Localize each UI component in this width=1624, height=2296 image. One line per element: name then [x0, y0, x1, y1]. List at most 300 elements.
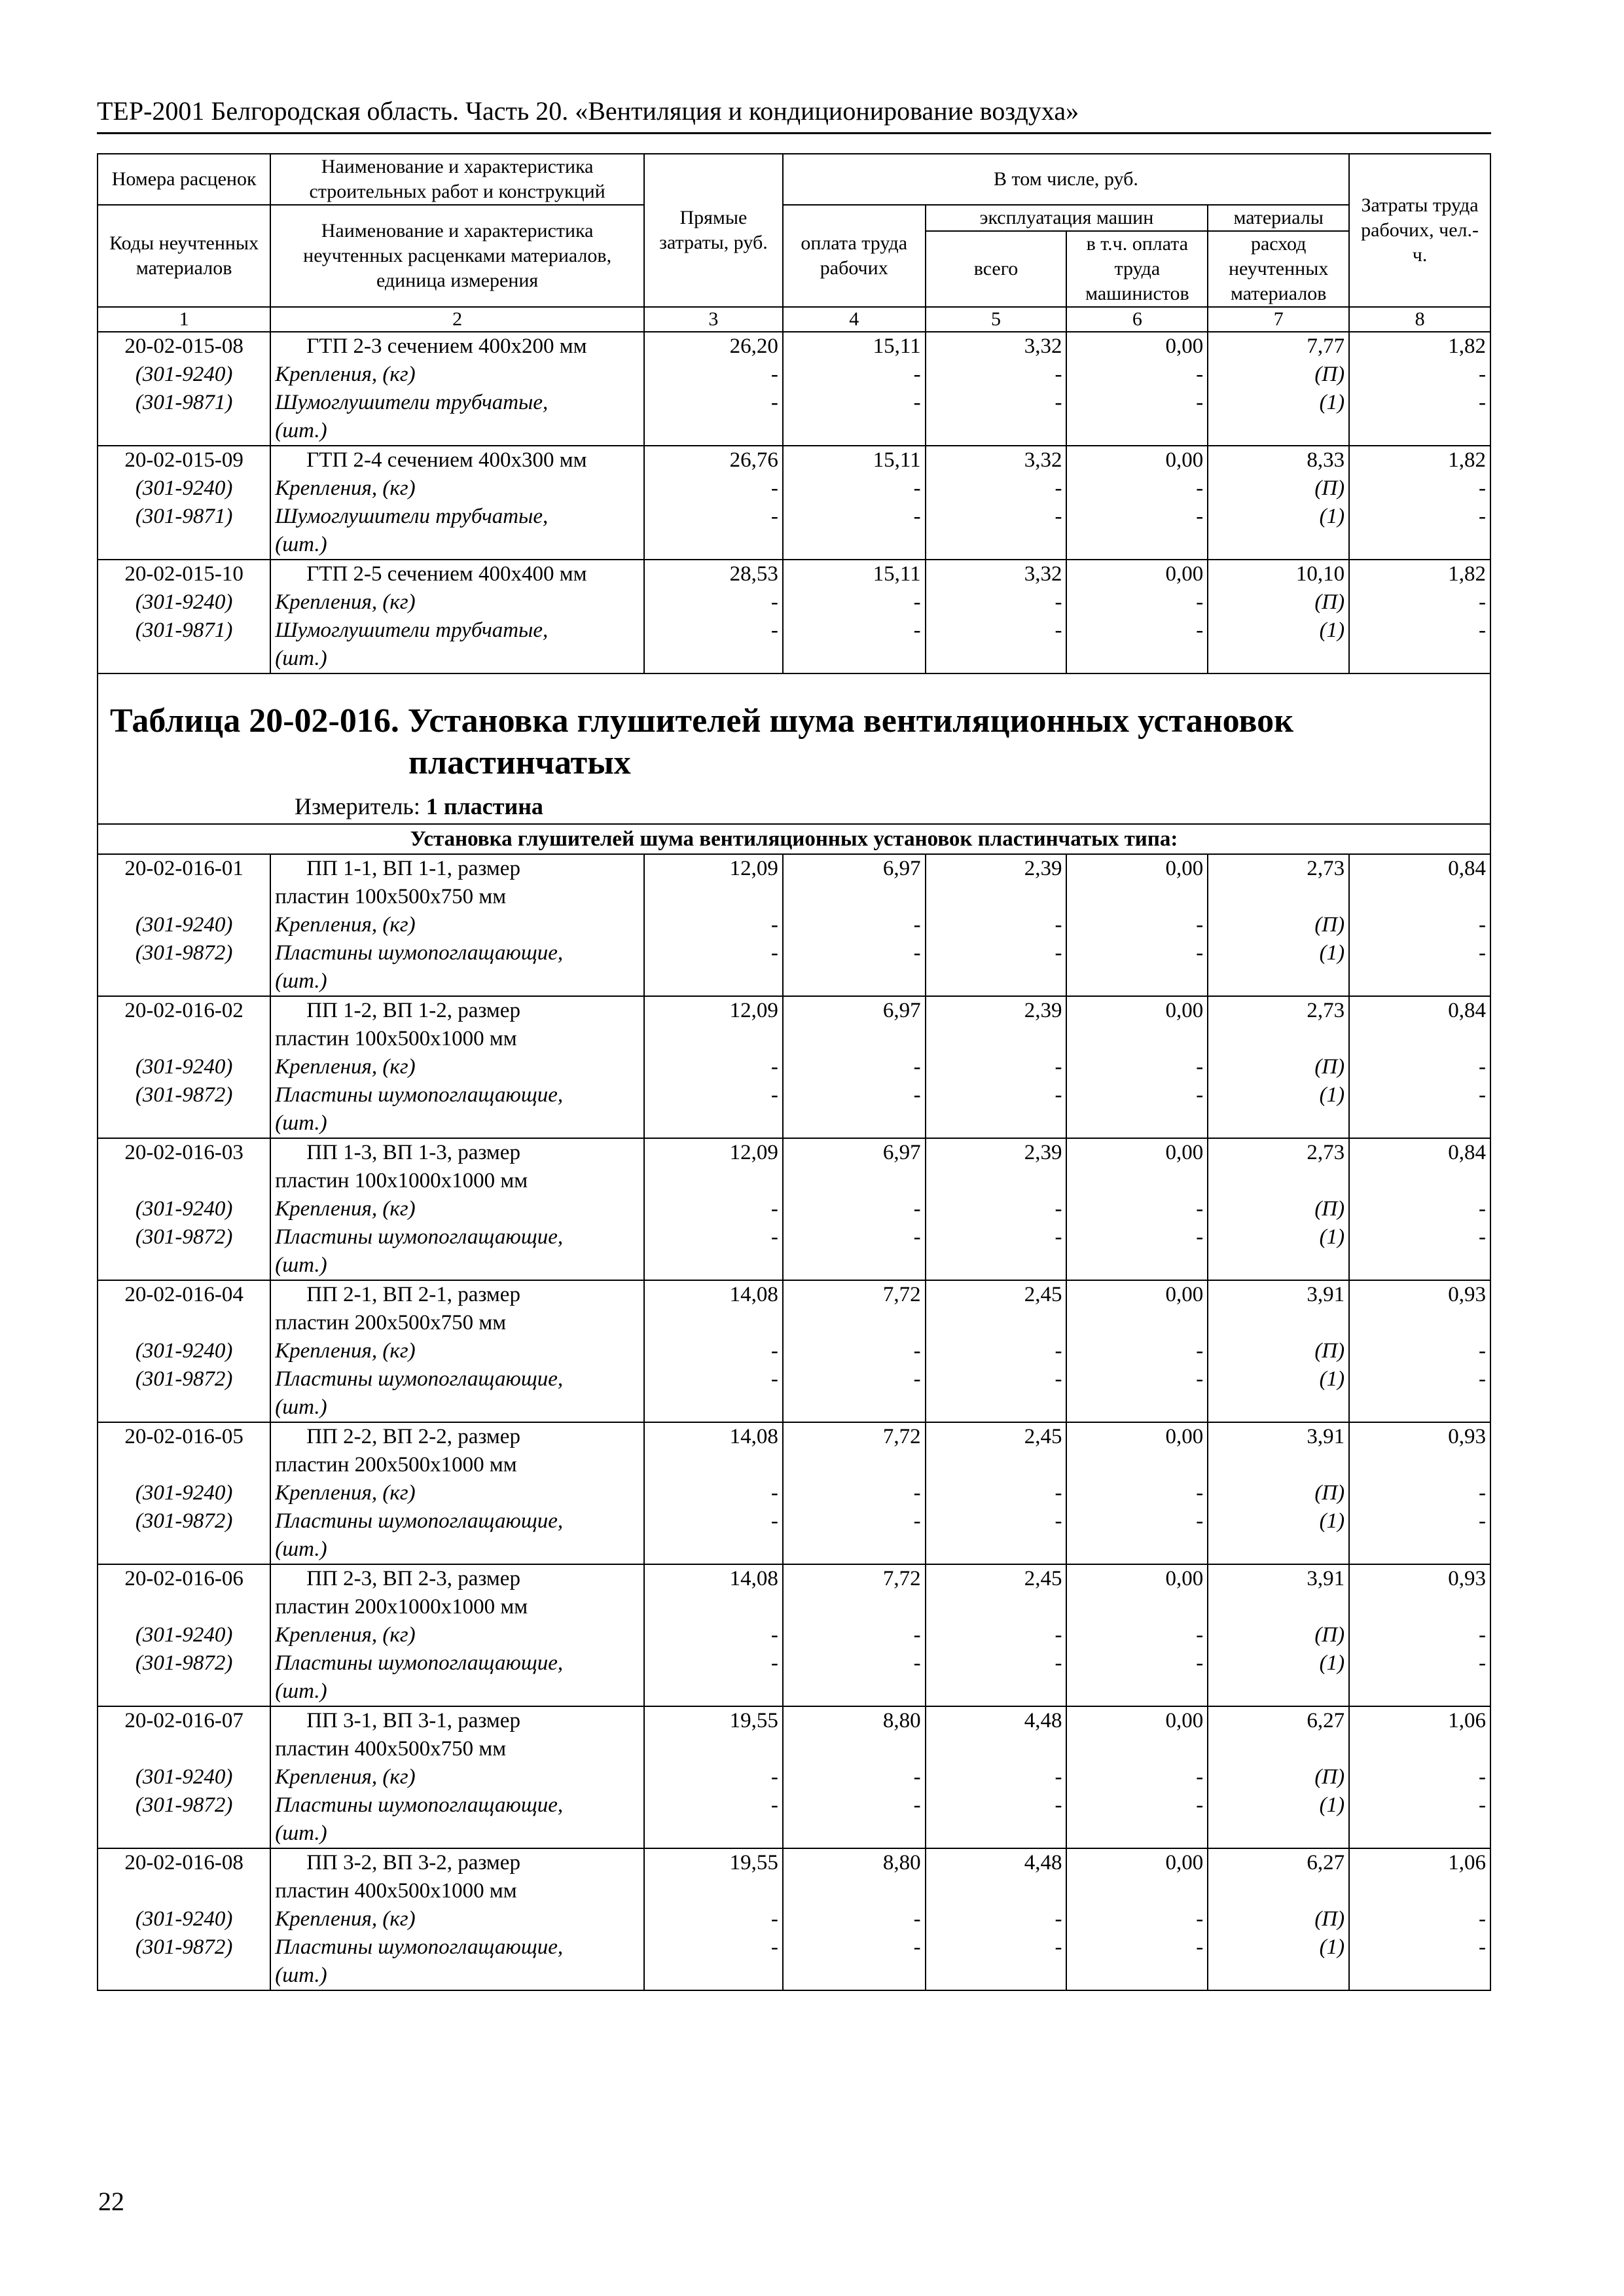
work-name: ПП 1-2, ВП 1-2, размер [306, 999, 520, 1022]
machinist-pay: 0,00 [1165, 1425, 1204, 1448]
machines-total: 3,32 [1024, 448, 1062, 472]
header-rate-numbers: Номера расценок [98, 154, 270, 205]
dash: - [1479, 1509, 1486, 1533]
dash: - [1055, 1907, 1062, 1931]
empty-line [787, 1877, 921, 1905]
materials-cell [1208, 446, 1349, 560]
rate-code: 20-02-016-02 [124, 999, 244, 1022]
machines-total-cell [926, 1138, 1067, 1280]
machinist-pay-cell [1066, 1706, 1208, 1848]
work-name: ПП 3-2, ВП 3-2, размер [306, 1851, 520, 1874]
dash: - [1055, 1623, 1062, 1647]
machinist-pay: 0,00 [1165, 1567, 1204, 1590]
labor-hours-cell [1349, 1138, 1490, 1280]
material-name: Крепления, (кг) [275, 1765, 416, 1789]
rate-code-cell [98, 1848, 270, 1990]
labor-hours: 0,93 [1448, 1425, 1486, 1448]
dash: - [770, 1765, 778, 1789]
material-usage: (П) [1314, 1055, 1345, 1079]
machines-total-cell [926, 1280, 1067, 1422]
rate-code: 20-02-016-03 [124, 1141, 244, 1164]
machinist-pay: 0,00 [1165, 334, 1204, 358]
rate-code-cell [98, 996, 270, 1138]
empty-line [102, 1593, 266, 1621]
materials-cost: 10,10 [1295, 562, 1345, 586]
direct-cost: 14,08 [729, 1567, 778, 1590]
labor-pay: 8,80 [882, 1851, 921, 1874]
material-name: Пластины шумопоглащающие, [275, 1083, 564, 1107]
direct-cost: 26,76 [729, 448, 778, 472]
empty-line [787, 883, 921, 911]
section-title-continued: пластинчатых [408, 744, 631, 781]
dash: - [1479, 1197, 1486, 1221]
labor-hours: 0,93 [1448, 1283, 1486, 1306]
empty-line [1212, 1025, 1344, 1053]
empty-line [649, 1735, 778, 1763]
empty-line [102, 1309, 266, 1337]
dash: - [1055, 1367, 1062, 1391]
work-name: пластин 100х500х1000 мм [275, 1027, 517, 1050]
rate-row [98, 1564, 1490, 1706]
machines-total-cell [926, 854, 1067, 996]
material-unit: (шт.) [275, 969, 327, 993]
empty-line [1354, 883, 1486, 911]
dash: - [1196, 590, 1204, 614]
column-number: 5 [926, 307, 1067, 332]
empty-line [1354, 1309, 1486, 1337]
machines-total: 2,39 [1024, 999, 1062, 1022]
material-usage: (П) [1314, 1339, 1345, 1363]
material-usage: (П) [1314, 913, 1345, 937]
dash: - [1055, 1935, 1062, 1959]
direct-cost: 14,08 [729, 1425, 778, 1448]
dash: - [1055, 941, 1062, 965]
dash: - [1479, 1935, 1486, 1959]
direct-cost-cell [644, 1848, 783, 1990]
machines-total-cell [926, 1706, 1067, 1848]
machines-total: 2,39 [1024, 1141, 1062, 1164]
dash: - [913, 476, 921, 500]
dash: - [913, 1367, 921, 1391]
direct-cost-cell [644, 1280, 783, 1422]
table-header-row [98, 205, 1490, 231]
material-name: Пластины шумопоглащающие, [275, 1935, 564, 1959]
material-unit: (шт.) [275, 1111, 327, 1135]
empty-line [1071, 883, 1203, 911]
dash: - [1055, 1651, 1062, 1675]
dash: - [770, 476, 778, 500]
rate-name-cell [270, 332, 644, 446]
material-unit: (шт.) [275, 1537, 327, 1561]
dash: - [1196, 1623, 1204, 1647]
dash: - [913, 619, 921, 642]
labor-hours: 0,84 [1448, 999, 1486, 1022]
dash: - [1196, 476, 1204, 500]
rate-code-cell [98, 854, 270, 996]
machines-total: 4,48 [1024, 1851, 1062, 1874]
labor-pay: 15,11 [873, 448, 921, 472]
labor-hours: 1,06 [1448, 1709, 1486, 1732]
empty-line [1354, 1593, 1486, 1621]
empty-line [102, 883, 266, 911]
column-number: 7 [1208, 307, 1349, 332]
empty-line [930, 1167, 1062, 1195]
section-subheading: Установка глушителей шума вентиляционных установок пластинчатых типа: [98, 824, 1490, 854]
labor-pay: 15,11 [873, 334, 921, 358]
dash: - [1479, 1651, 1486, 1675]
rate-code-cell [98, 332, 270, 446]
machinist-pay-cell [1066, 1280, 1208, 1422]
dash: - [1479, 913, 1486, 937]
material-usage: (1) [1319, 1083, 1345, 1107]
labor-pay-cell [783, 1422, 926, 1564]
material-usage: (П) [1314, 590, 1345, 614]
material-code: (301-9240) [135, 1765, 233, 1789]
material-unit: (шт.) [275, 419, 327, 442]
machinist-pay-cell [1066, 1138, 1208, 1280]
material-usage: (1) [1319, 1793, 1345, 1817]
empty-line [1354, 1167, 1486, 1195]
labor-pay-cell [783, 446, 926, 560]
dash: - [1055, 391, 1062, 414]
dash: - [1196, 505, 1204, 528]
dash: - [1479, 363, 1486, 386]
material-code: (301-9240) [135, 363, 233, 386]
labor-hours-cell [1349, 332, 1490, 446]
dash: - [913, 590, 921, 614]
rate-code: 20-02-015-10 [124, 562, 244, 586]
work-name: пластин 200х500х1000 мм [275, 1453, 517, 1477]
empty-line [1071, 1451, 1203, 1479]
rate-code-cell [98, 1138, 270, 1280]
materials-cell [1208, 1848, 1349, 1990]
labor-pay: 8,80 [882, 1709, 921, 1732]
work-name: ГТП 2-3 сечением 400х200 мм [306, 334, 587, 358]
material-code: (301-9240) [135, 913, 233, 937]
material-usage: (1) [1319, 1935, 1345, 1959]
rate-name-cell [270, 854, 644, 996]
machines-total-cell [926, 1422, 1067, 1564]
material-usage: (П) [1314, 363, 1345, 386]
materials-cell [1208, 854, 1349, 996]
header-materials: материалы [1208, 205, 1349, 231]
rate-row [98, 1138, 1490, 1280]
empty-line [930, 1451, 1062, 1479]
dash: - [1479, 1055, 1486, 1079]
labor-pay-cell [783, 1138, 926, 1280]
materials-cost: 3,91 [1307, 1567, 1345, 1590]
column-number: 6 [1066, 307, 1208, 332]
labor-pay-cell [783, 1848, 926, 1990]
material-code: (301-9872) [135, 1935, 233, 1959]
dash: - [1479, 1225, 1486, 1249]
dash: - [1055, 1509, 1062, 1533]
header-machines: эксплуатация машин [926, 205, 1208, 231]
dash: - [770, 1481, 778, 1505]
material-unit: (шт.) [275, 1821, 327, 1845]
material-usage: (1) [1319, 1367, 1345, 1391]
dash: - [1055, 1793, 1062, 1817]
machines-total-cell [926, 1848, 1067, 1990]
section-title: Таблица 20-02-016. Установка глушителей шума вентиляционных установок [110, 702, 1294, 740]
material-code: (301-9871) [135, 619, 233, 642]
rate-code: 20-02-015-08 [124, 334, 244, 358]
empty-line [1071, 1025, 1203, 1053]
dash: - [770, 913, 778, 937]
rate-name-cell [270, 996, 644, 1138]
dash: - [770, 1339, 778, 1363]
material-name: Пластины шумопоглащающие, [275, 1793, 564, 1817]
dash: - [1055, 363, 1062, 386]
direct-cost: 26,20 [729, 334, 778, 358]
machines-total: 3,32 [1024, 562, 1062, 586]
direct-cost-cell [644, 1564, 783, 1706]
direct-cost-cell [644, 560, 783, 673]
material-usage: (1) [1319, 1509, 1345, 1533]
empty-line [1212, 1593, 1344, 1621]
materials-cell [1208, 560, 1349, 673]
empty-line [1354, 1025, 1486, 1053]
labor-pay-cell [783, 1280, 926, 1422]
material-name: Шумоглушители трубчатые, [275, 391, 549, 414]
rate-name-cell [270, 1848, 644, 1990]
empty-line [787, 1167, 921, 1195]
dash: - [1055, 1083, 1062, 1107]
material-code: (301-9240) [135, 1197, 233, 1221]
dash: - [1479, 1907, 1486, 1931]
column-number: 2 [270, 307, 644, 332]
work-name: пластин 200х500х750 мм [275, 1311, 507, 1335]
machinist-pay-cell [1066, 996, 1208, 1138]
machines-total: 4,48 [1024, 1709, 1062, 1732]
material-name: Шумоглушители трубчатые, [275, 505, 549, 528]
dash: - [913, 1197, 921, 1221]
dash: - [770, 1055, 778, 1079]
materials-cost: 2,73 [1307, 999, 1345, 1022]
material-name: Крепления, (кг) [275, 1197, 416, 1221]
rate-row [98, 1280, 1490, 1422]
material-usage: (1) [1319, 619, 1345, 642]
machinist-pay-cell [1066, 1564, 1208, 1706]
dash: - [770, 1509, 778, 1533]
unit-of-measure [110, 792, 1478, 821]
dash: - [913, 1083, 921, 1107]
rate-name-cell [270, 1138, 644, 1280]
labor-pay: 7,72 [882, 1567, 921, 1590]
empty-line [649, 1877, 778, 1905]
direct-cost: 14,08 [729, 1283, 778, 1306]
material-usage: (1) [1319, 941, 1345, 965]
material-usage: (1) [1319, 1225, 1345, 1249]
work-name: ПП 1-3, ВП 1-3, размер [306, 1141, 520, 1164]
labor-hours-cell [1349, 1280, 1490, 1422]
dash: - [913, 505, 921, 528]
material-code: (301-9872) [135, 1651, 233, 1675]
dash: - [913, 1793, 921, 1817]
dash: - [770, 590, 778, 614]
work-name: ПП 1-1, ВП 1-1, размер [306, 857, 520, 880]
header-work-name: Наименование и характеристика строительных работ и конструкций [270, 154, 644, 205]
dash: - [770, 1793, 778, 1817]
rate-code-cell [98, 446, 270, 560]
page-header-title: ТЕР-2001 Белгородская область. Часть 20. «Вентиляция и кондиционирование воздуха» [97, 96, 1079, 126]
empty-line [1212, 1877, 1344, 1905]
dash: - [1479, 476, 1486, 500]
dash: - [913, 363, 921, 386]
labor-pay: 6,97 [882, 857, 921, 880]
material-name: Пластины шумопоглащающие, [275, 941, 564, 965]
column-number: 4 [783, 307, 926, 332]
material-name: Крепления, (кг) [275, 476, 416, 500]
machinist-pay-cell [1066, 1848, 1208, 1990]
material-name: Пластины шумопоглащающие, [275, 1651, 564, 1675]
materials-cost: 3,91 [1307, 1425, 1345, 1448]
empty-line [1212, 1735, 1344, 1763]
rate-row [98, 332, 1490, 446]
rate-name-cell [270, 1706, 644, 1848]
header-machinist-pay: в т.ч. оплата труда машинистов [1066, 231, 1208, 307]
dash: - [770, 941, 778, 965]
labor-pay-cell [783, 854, 926, 996]
rate-row [98, 1422, 1490, 1564]
machinist-pay: 0,00 [1165, 1709, 1204, 1732]
rate-name-cell [270, 1422, 644, 1564]
material-name: Крепления, (кг) [275, 1055, 416, 1079]
labor-hours-cell [1349, 446, 1490, 560]
empty-line [102, 1167, 266, 1195]
materials-cost: 2,73 [1307, 857, 1345, 880]
rate-code-cell [98, 1422, 270, 1564]
materials-cost: 6,27 [1307, 1709, 1345, 1732]
material-unit: (шт.) [275, 1395, 327, 1419]
dash: - [770, 1907, 778, 1931]
material-usage: (1) [1319, 505, 1345, 528]
labor-pay: 7,72 [882, 1283, 921, 1306]
machinist-pay: 0,00 [1165, 562, 1204, 586]
dash: - [770, 1225, 778, 1249]
header-direct-costs: Прямые затраты, руб. [644, 154, 783, 307]
unit-of-measure-value: 1 пластина [425, 793, 543, 819]
material-unit: (шт.) [275, 1679, 327, 1703]
materials-cost: 6,27 [1307, 1851, 1345, 1874]
materials-cell [1208, 332, 1349, 446]
rate-row [98, 996, 1490, 1138]
dash: - [913, 1765, 921, 1789]
rate-code: 20-02-015-09 [124, 448, 244, 472]
material-name: Крепления, (кг) [275, 913, 416, 937]
rate-code-cell [98, 1706, 270, 1848]
dash: - [913, 1935, 921, 1959]
material-code: (301-9872) [135, 1367, 233, 1391]
direct-cost-cell [644, 446, 783, 560]
machinist-pay: 0,00 [1165, 1851, 1204, 1874]
work-name: пластин 400х500х750 мм [275, 1737, 507, 1761]
dash: - [1196, 619, 1204, 642]
dash: - [1055, 590, 1062, 614]
material-code: (301-9240) [135, 1055, 233, 1079]
empty-line [930, 883, 1062, 911]
page-number: 22 [98, 2187, 124, 2216]
machinist-pay-cell [1066, 560, 1208, 673]
material-code: (301-9240) [135, 476, 233, 500]
dash: - [1196, 913, 1204, 937]
material-code: (301-9240) [135, 1339, 233, 1363]
material-code: (301-9872) [135, 1225, 233, 1249]
work-name: ПП 2-1, ВП 2-1, размер [306, 1283, 520, 1306]
column-number: 1 [98, 307, 270, 332]
dash: - [1055, 913, 1062, 937]
dash: - [1479, 590, 1486, 614]
work-name: ПП 3-1, ВП 3-1, размер [306, 1709, 520, 1732]
dash: - [1055, 1055, 1062, 1079]
direct-cost: 12,09 [729, 999, 778, 1022]
empty-line [930, 1735, 1062, 1763]
work-name: ГТП 2-5 сечением 400х400 мм [306, 562, 587, 586]
dash: - [770, 363, 778, 386]
machines-total: 2,39 [1024, 857, 1062, 880]
work-name: ПП 2-3, ВП 2-3, размер [306, 1567, 520, 1590]
dash: - [913, 391, 921, 414]
dash: - [1196, 1651, 1204, 1675]
header-machines-total: всего [926, 231, 1067, 307]
material-usage: (П) [1314, 1481, 1345, 1505]
column-number: 8 [1349, 307, 1490, 332]
empty-line [930, 1593, 1062, 1621]
work-name: пластин 100х500х750 мм [275, 885, 507, 908]
work-name: пластин 400х500х1000 мм [275, 1879, 517, 1903]
dash: - [913, 1481, 921, 1505]
labor-pay-cell [783, 1564, 926, 1706]
header-labor-hours: Затраты труда рабочих, чел.-ч. [1349, 154, 1490, 307]
dash: - [1479, 1793, 1486, 1817]
material-unit: (шт.) [275, 1964, 327, 1987]
machinist-pay: 0,00 [1165, 999, 1204, 1022]
dash: - [1196, 1055, 1204, 1079]
direct-cost-cell [644, 1138, 783, 1280]
rate-code: 20-02-016-08 [124, 1851, 244, 1874]
labor-hours-cell [1349, 1706, 1490, 1848]
machines-total: 2,45 [1024, 1283, 1062, 1306]
table-header-row [98, 154, 1490, 205]
dash: - [1196, 1197, 1204, 1221]
machinist-pay-cell [1066, 446, 1208, 560]
dash: - [1196, 363, 1204, 386]
dash: - [1196, 941, 1204, 965]
material-code: (301-9240) [135, 1481, 233, 1505]
rate-row [98, 560, 1490, 673]
materials-cell [1208, 1706, 1349, 1848]
material-code: (301-9872) [135, 1793, 233, 1817]
material-name: Крепления, (кг) [275, 1481, 416, 1505]
empty-line [787, 1593, 921, 1621]
dash: - [770, 391, 778, 414]
material-name: Шумоглушители трубчатые, [275, 619, 549, 642]
direct-cost-cell [644, 1706, 783, 1848]
dash: - [913, 1907, 921, 1931]
empty-line [102, 1877, 266, 1905]
materials-cost: 7,77 [1307, 334, 1345, 358]
dash: - [1055, 1225, 1062, 1249]
rate-code: 20-02-016-01 [124, 857, 244, 880]
material-code: (301-9240) [135, 1907, 233, 1931]
empty-line [1354, 1877, 1486, 1905]
labor-hours-cell [1349, 1564, 1490, 1706]
empty-line [1071, 1877, 1203, 1905]
machinist-pay-cell [1066, 332, 1208, 446]
material-name: Пластины шумопоглащающие, [275, 1509, 564, 1533]
dash: - [1196, 1935, 1204, 1959]
rate-row [98, 1848, 1490, 1990]
